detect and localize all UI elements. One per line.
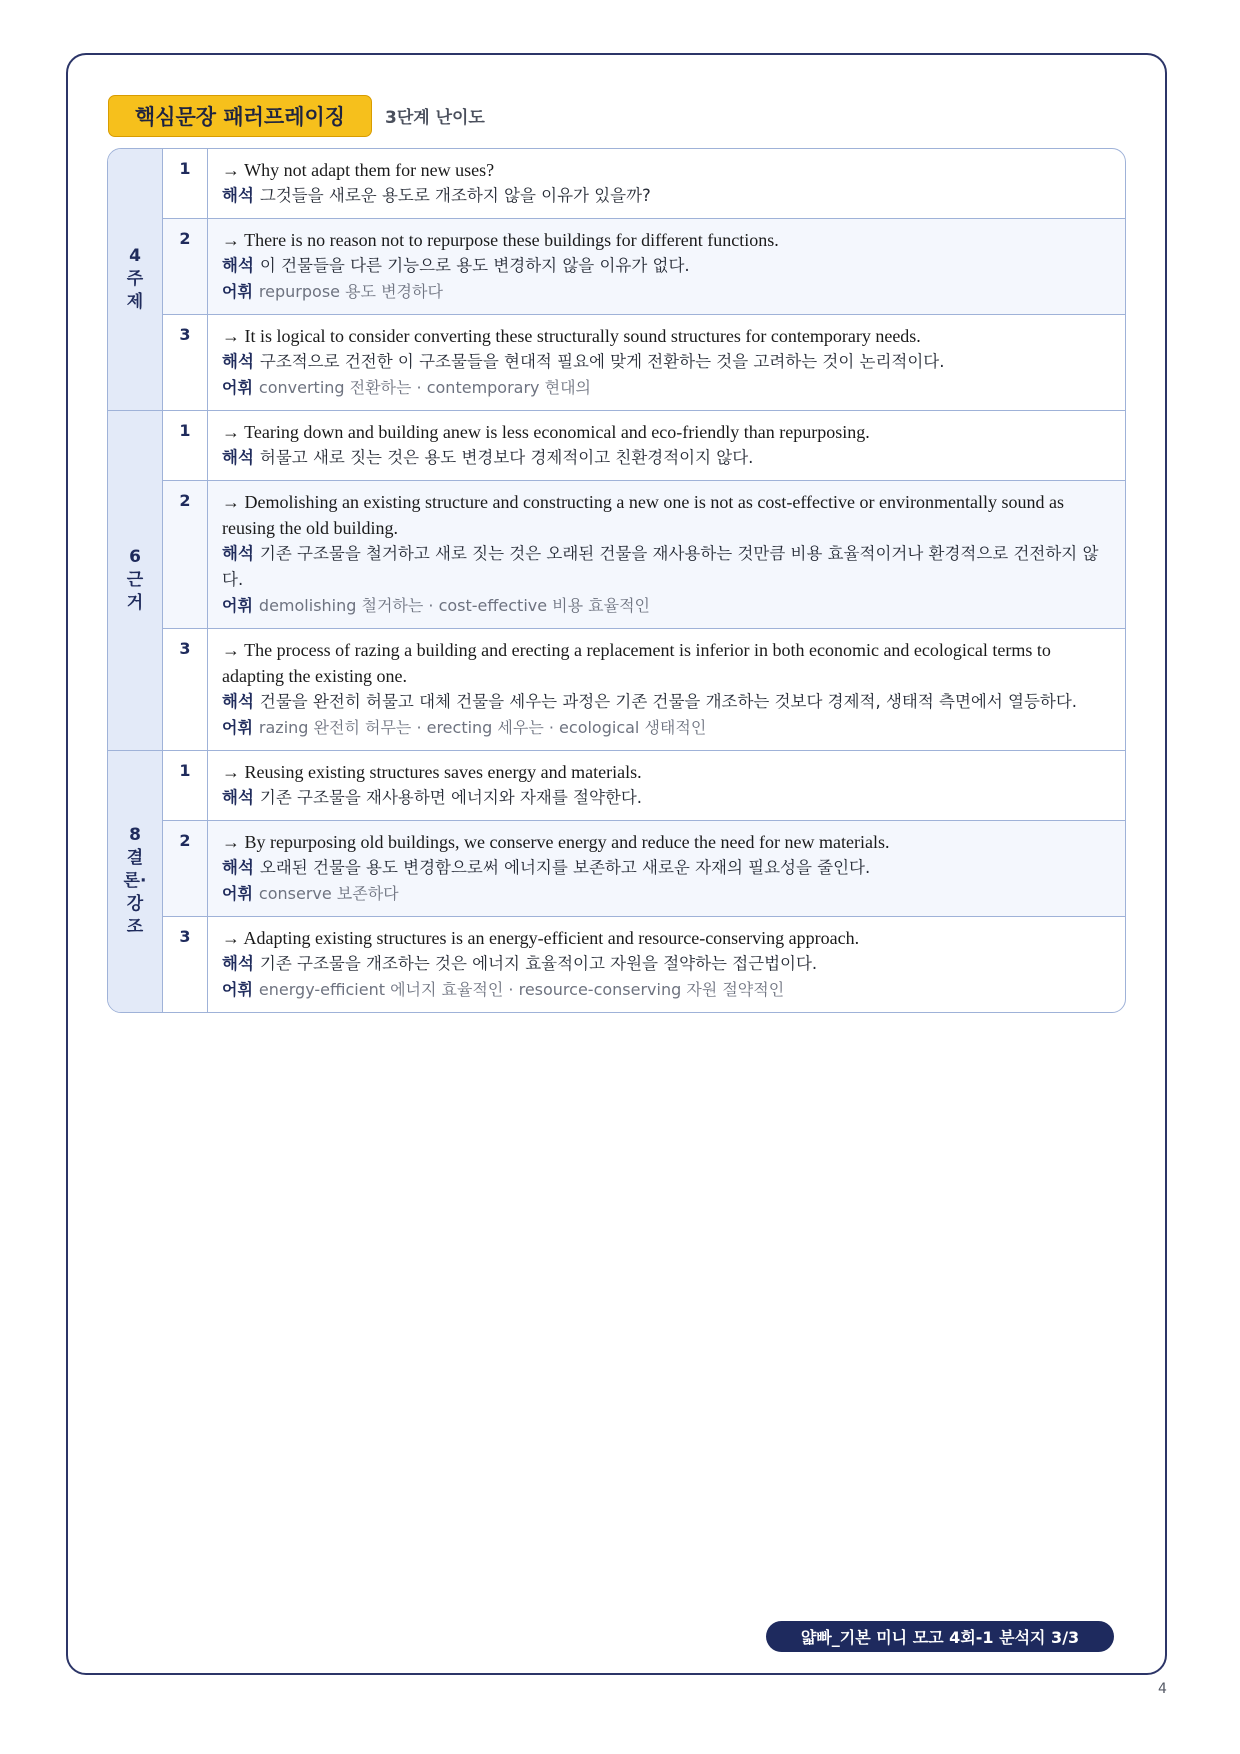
translation-text: 건물을 완전히 허물고 대체 건물을 세우는 과정은 기존 건물을 개조하는 것보다 경제적, 생태적 측면에서 열등하다.: [259, 692, 1078, 711]
translation-line: [222, 183, 1113, 209]
paraphrase-table: [107, 148, 1126, 1013]
vocab-text: demolishing 철거하는 · cost-effective 비용 효율적인: [258, 596, 650, 615]
section-group: [108, 410, 1125, 750]
section-label: [108, 149, 163, 410]
row-number: 1: [163, 149, 208, 218]
vocab-line: [222, 715, 1113, 741]
english-sentence: → Why not adapt them for new uses?: [222, 160, 495, 180]
translation-text: 기존 구조물을 개조하는 것은 에너지 효율적이고 자원을 절약하는 접근법이다.: [259, 954, 818, 973]
section-label-char: 강: [126, 894, 144, 914]
vocab-label: 어휘: [222, 282, 253, 301]
translation-text: 허물고 새로 짓는 것은 용도 변경보다 경제적이고 친환경적이지 않다.: [259, 448, 754, 467]
english-sentence: → Tearing down and building anew is less economical and eco-friendly than repurposing.: [222, 422, 870, 442]
translation-text: 기존 구조물을 재사용하면 에너지와 자재를 절약한다.: [259, 788, 643, 807]
section-label-char: 론·: [123, 871, 147, 891]
translation-line: [222, 855, 1113, 881]
translation-label: 해석: [222, 544, 254, 563]
translation-label: 해석: [222, 256, 254, 275]
translation-line: [222, 541, 1113, 593]
english-sentence: → Adapting existing structures is an energy-efficient and resource-conserving approach.: [222, 928, 860, 948]
section-group: [108, 149, 1125, 410]
translation-text: 이 건물들을 다른 기능으로 용도 변경하지 않을 이유가 없다.: [259, 256, 690, 275]
section-label-char: 결: [126, 848, 144, 868]
section-badge: 핵심문장 패러프레이징: [108, 95, 372, 137]
table-row: [163, 411, 1125, 480]
translation-line: [222, 951, 1113, 977]
vocab-line: [222, 977, 1113, 1003]
table-row: [163, 628, 1125, 750]
table-row: [163, 820, 1125, 916]
translation-line: [222, 689, 1113, 715]
vocab-text: conserve 보존하다: [258, 884, 399, 903]
vocab-label: 어휘: [222, 718, 253, 737]
english-sentence: → Reusing existing structures saves energy and materials.: [222, 762, 642, 782]
vocab-text: razing 완전히 허무는 · erecting 세우는 · ecological 생태적인: [258, 718, 707, 737]
vocab-line: [222, 279, 1113, 305]
row-number: 2: [163, 219, 208, 314]
english-sentence: → It is logical to consider converting these structurally sound structures for contemporary needs.: [222, 326, 921, 346]
translation-line: [222, 445, 1113, 471]
section-label: [108, 751, 163, 1012]
table-row: [163, 480, 1125, 628]
section-label-char: 8: [129, 825, 141, 845]
row-number: 2: [163, 821, 208, 916]
translation-text: 구조적으로 건전한 이 구조물들을 현대적 필요에 맞게 전환하는 것을 고려하는 것이 논리적이다.: [259, 352, 945, 371]
translation-label: 해석: [222, 352, 254, 371]
vocab-line: [222, 593, 1113, 619]
section-label-char: 조: [126, 917, 144, 937]
row-content: [208, 821, 1125, 916]
translation-label: 해석: [222, 954, 254, 973]
translation-text: 그것들을 새로운 용도로 개조하지 않을 이유가 있을까?: [259, 186, 651, 205]
vocab-text: repurpose 용도 변경하다: [258, 282, 443, 301]
section-group: [108, 750, 1125, 1012]
table-row: [163, 314, 1125, 410]
english-sentence: → Demolishing an existing structure and constructing a new one is not as cost-effective or environmentally sound as reusing the old building.: [222, 492, 1064, 538]
row-number: 3: [163, 917, 208, 1012]
section-label-char: 거: [126, 593, 144, 613]
translation-label: 해석: [222, 186, 254, 205]
section-label-char: 6: [129, 547, 141, 567]
translation-line: [222, 349, 1113, 375]
vocab-line: [222, 881, 1113, 907]
vocab-label: 어휘: [222, 980, 253, 999]
translation-text: 기존 구조물을 철거하고 새로 짓는 것은 오래된 건물을 재사용하는 것만큼 비용 효율적이거나 환경적으로 건전하지 않다.: [222, 544, 1099, 589]
row-content: [208, 219, 1125, 314]
translation-label: 해석: [222, 858, 254, 877]
english-sentence: → By repurposing old buildings, we conserve energy and reduce the need for new materials.: [222, 832, 890, 852]
row-number: 3: [163, 315, 208, 410]
row-content: [208, 315, 1125, 410]
translation-label: 해석: [222, 448, 254, 467]
row-number: 1: [163, 411, 208, 480]
translation-text: 오래된 건물을 용도 변경함으로써 에너지를 보존하고 새로운 자재의 필요성을 줄인다.: [259, 858, 871, 877]
row-content: [208, 629, 1125, 750]
section-label-char: 4: [129, 246, 141, 266]
vocab-text: converting 전환하는 · contemporary 현대의: [258, 378, 591, 397]
row-number: 1: [163, 751, 208, 820]
section-label: [108, 411, 163, 750]
table-row: [163, 218, 1125, 314]
row-number: 2: [163, 481, 208, 628]
row-content: [208, 149, 1125, 218]
row-content: [208, 917, 1125, 1012]
footer-badge: 얇빠_기본 미니 모고 4회-1 분석지 3/3: [766, 1621, 1114, 1652]
vocab-line: [222, 375, 1113, 401]
translation-label: 해석: [222, 692, 254, 711]
translation-line: [222, 253, 1113, 279]
section-label-char: 근: [126, 570, 144, 590]
page-number: 4: [1158, 1681, 1167, 1697]
section-label-char: 주: [126, 269, 144, 289]
row-content: [208, 751, 1125, 820]
difficulty-label: 3단계 난이도: [385, 108, 485, 128]
table-row: [163, 916, 1125, 1012]
vocab-label: 어휘: [222, 596, 253, 615]
table-row: [163, 149, 1125, 218]
row-number: 3: [163, 629, 208, 750]
vocab-label: 어휘: [222, 884, 253, 903]
translation-line: [222, 785, 1113, 811]
table-row: [163, 751, 1125, 820]
english-sentence: → The process of razing a building and erecting a replacement is inferior in both economic and ecological terms to adapting the existing one.: [222, 640, 1051, 686]
section-label-char: 제: [126, 292, 144, 312]
translation-label: 해석: [222, 788, 254, 807]
row-content: [208, 481, 1125, 628]
english-sentence: → There is no reason not to repurpose these buildings for different functions.: [222, 230, 779, 250]
vocab-label: 어휘: [222, 378, 253, 397]
vocab-text: energy-efficient 에너지 효율적인 · resource-conserving 자원 절약적인: [258, 980, 785, 999]
row-content: [208, 411, 1125, 480]
